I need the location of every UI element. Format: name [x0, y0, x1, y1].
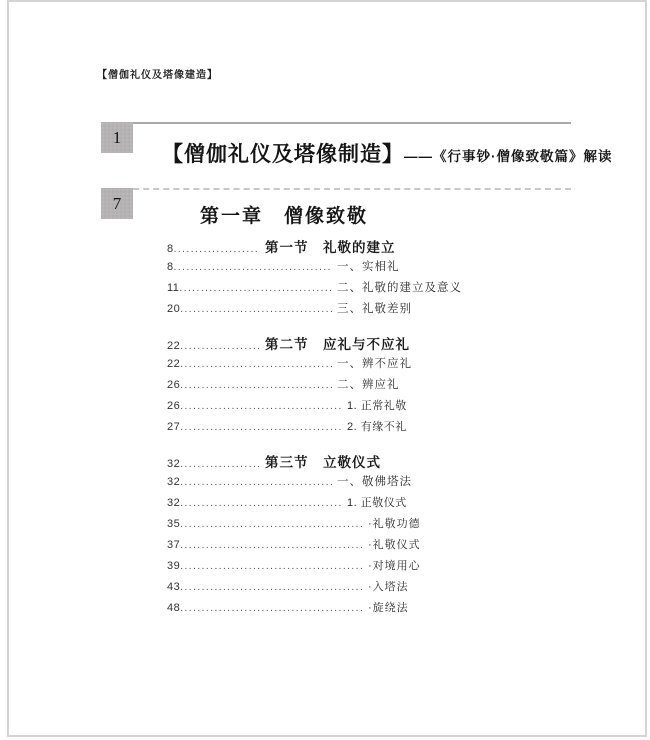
toc-entry [167, 300, 568, 321]
toc-dot-leader [180, 422, 342, 433]
toc-entry [167, 578, 568, 599]
toc-entry [167, 599, 568, 620]
toc-entry-page-number: 27 [167, 421, 181, 433]
toc-entry-label: ·旋绕法 [368, 602, 409, 614]
toc-dot-leader [180, 304, 332, 315]
toc-entry-page-number: 32 [167, 458, 181, 470]
toc-dot-leader [180, 603, 363, 614]
toc-entry-page-number: 32 [167, 497, 181, 509]
toc-entry-page-number: 39 [167, 560, 181, 572]
part-page-number-box [101, 122, 133, 153]
toc-entry-page-number: 35 [167, 518, 181, 530]
toc-dot-leader [180, 459, 260, 470]
toc-entry-page-number: 37 [167, 539, 181, 551]
toc-entry-label: 1. 正常礼敬 [347, 400, 407, 412]
toc-entry-label: 2. 有缘不礼 [347, 421, 407, 433]
toc-entry [167, 279, 568, 300]
toc-entry-label: 二、辨应礼 [337, 379, 400, 391]
toc-entry-page-number: 8 [167, 243, 174, 255]
chapter-top-rule [103, 188, 571, 190]
toc-entry [167, 397, 568, 418]
toc-entry-label: 第二节 应礼与不应礼 [265, 337, 410, 352]
chapter-title: 第一章 僧像致敬 [200, 206, 369, 227]
part-top-rule [103, 122, 571, 124]
toc-entry-page-number: 8 [167, 261, 174, 273]
toc-entry [167, 451, 568, 473]
toc-entry-label: ·入塔法 [368, 581, 409, 593]
toc-dot-leader [180, 341, 260, 352]
toc-entry-page-number: 22 [167, 340, 181, 352]
toc-entry [167, 473, 568, 494]
part-title [162, 138, 613, 168]
toc-entry-label: 二、礼敬的建立及意义 [337, 282, 462, 294]
toc-entry-label: 一、实相礼 [337, 261, 400, 273]
part-title-subtitle: ——《行事钞·僧像致敬篇》解读 [404, 149, 613, 164]
toc-entry-label: 第三节 立敬仪式 [265, 455, 381, 470]
part-page-number: 1 [112, 127, 122, 147]
toc-entry-label: 三、礼敬差别 [337, 303, 412, 315]
toc-entry-label: 第一节 礼敬的建立 [265, 240, 396, 255]
toc-entry [167, 418, 568, 439]
toc-entry-label: 一、敬佛塔法 [337, 476, 412, 488]
toc-dot-leader [180, 498, 342, 509]
toc-entry-page-number: 43 [167, 581, 181, 593]
toc-dot-leader [180, 380, 332, 391]
toc-entry [167, 376, 568, 397]
toc-entry-label: 1. 正敬仪式 [347, 497, 407, 509]
toc-entry-label: ·对境用心 [368, 560, 421, 572]
toc-entry-page-number: 26 [167, 400, 181, 412]
toc-dot-leader [180, 477, 332, 488]
toc-entry [167, 333, 568, 355]
chapter-page-number-box [101, 188, 133, 219]
toc-entry [167, 258, 568, 279]
chapter-page-number: 7 [112, 193, 122, 213]
toc-dot-leader [180, 359, 332, 370]
toc-entry [167, 355, 568, 376]
toc-dot-leader [180, 519, 363, 530]
toc-entry [167, 536, 568, 557]
toc-entry-label: ·礼敬功德 [368, 518, 421, 530]
toc-dot-leader [174, 262, 332, 273]
toc-entry [167, 557, 568, 578]
toc-dot-leader [180, 561, 363, 572]
toc-entry-label: 一、辨不应礼 [337, 358, 412, 370]
toc-entry-page-number: 32 [167, 476, 181, 488]
toc-entry-label: ·礼敬仪式 [368, 539, 421, 551]
toc-dot-leader [180, 582, 363, 593]
toc-dot-leader [174, 244, 260, 255]
running-header: 【僧伽礼仪及塔像建造】 [97, 70, 218, 81]
toc-entry [167, 494, 568, 515]
toc-entry-page-number: 20 [167, 303, 181, 315]
toc-dot-leader [180, 401, 342, 412]
toc-list [167, 236, 568, 620]
toc-dot-leader [180, 540, 363, 551]
toc-entry-page-number: 26 [167, 379, 181, 391]
toc-entry-page-number: 48 [167, 602, 181, 614]
toc-dot-leader [179, 283, 332, 294]
toc-entry [167, 236, 568, 258]
toc-entry-page-number: 11 [167, 282, 180, 294]
toc-entry [167, 515, 568, 536]
toc-entry-page-number: 22 [167, 358, 181, 370]
part-title-main: 【僧伽礼仪及塔像制造】 [162, 143, 404, 166]
